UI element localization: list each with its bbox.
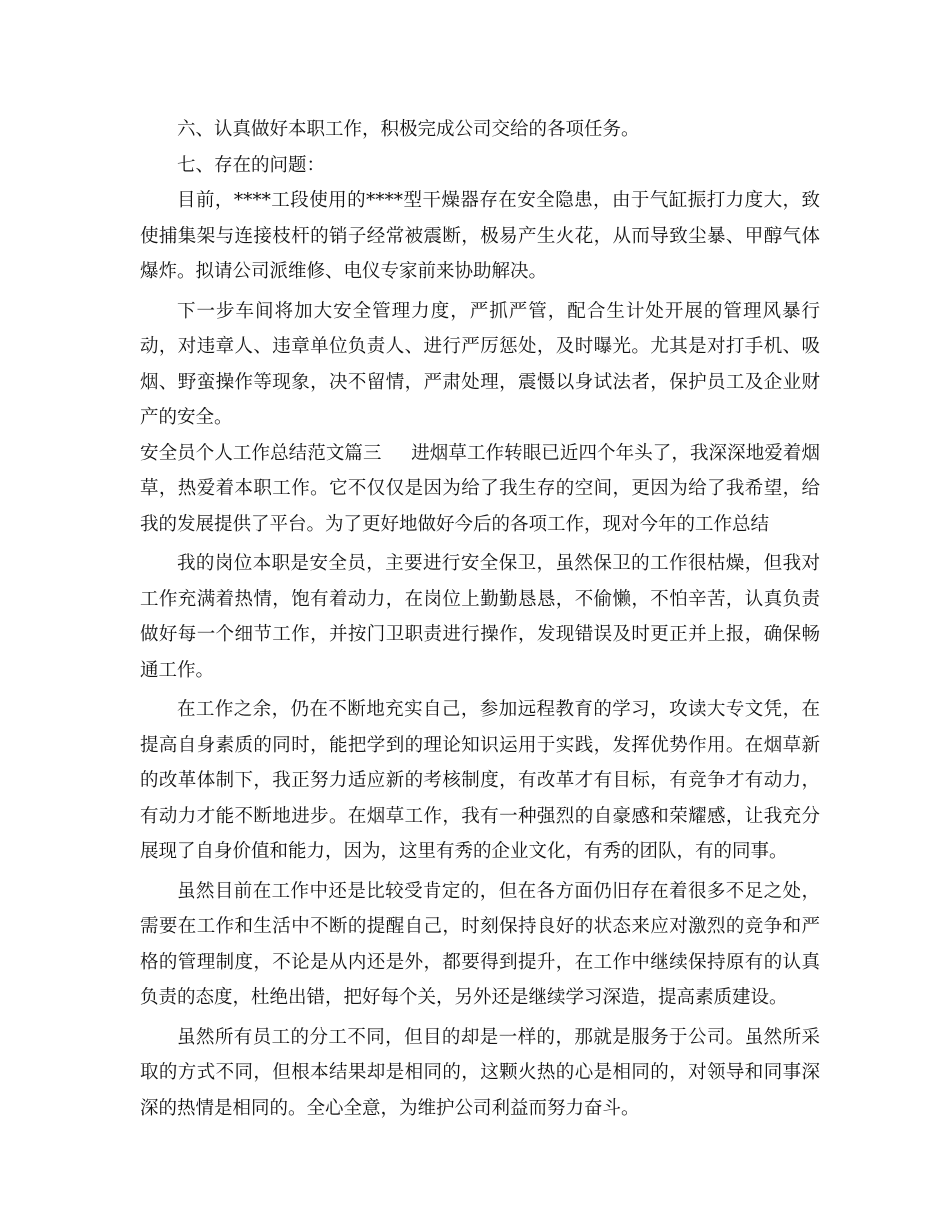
paragraph-conclusion: 虽然所有员工的分工不同，但目的却是一样的，那就是服务于公司。虽然所采取的方式不同，但根本结果却是相同的，这颗火热的心是相同的，对领导和同事深深的热情是相同的。全心全意，为维护公司利益而努力奋斗。 (140, 1026, 820, 1119)
paragraph-shortcomings: 虽然目前在工作中还是比较受肯定的，但在各方面仍旧存在着很多不足之处，需要在工作和生活中不断的提醒自己，时刻保持良好的状态来应对激烈的竞争和严格的管理制度，不论是从内还是外，都要得到提升，在工作中继续保持原有的认真负责的态度，杜绝出错，把好每个关，另外还是继续学习深造，提高素质建设。 (140, 880, 820, 1008)
section-heading: 安全员个人工作总结范文篇三 (140, 442, 382, 464)
paragraph-task: 六、认真做好本职工作，积极完成公司交给的各项任务。 (177, 119, 640, 140)
paragraph-next-steps: 下一步车间将加大安全管理力度，严抓严管，配合生计处开展的管理风暴行动，对违章人、违章单位负责人、进行严厉惩处，及时曝光。尤其是对打手机、吸烟、野蛮操作等现象，决不留情，严肃处理，震慑以身试法者，保护员工及企业财产的安全。 (140, 300, 820, 428)
paragraph-problems: 目前，****工段使用的****型干燥器存在安全隐患，由于气缸振打力度大，致使捕集架与连接枝杆的销子经常被震断，极易产生火花，从而导致尘暴、甲醇气体爆炸。拟请公司派维修、电仪专家前来协助解决。 (140, 190, 820, 282)
section-three (140, 436, 820, 543)
paragraph-duty: 我的岗位本职是安全员，主要进行安全保卫，虽然保卫的工作很枯燥，但我对工作充满着热情，饱有着动力，在岗位上勤勤恳恳，不偷懒，不怕辛苦，认真负责做好每一个细节工作，并按门卫职责进行操作，发现错误及时更正并上报，确保畅通工作。 (140, 553, 820, 681)
section-intro: 进烟草工作转眼已近四个年头了，我深深地爱着烟草，热爱着本职工作。它不仅仅是因为给了我生存的空间，更因为给了我希望，给我的发展提供了平台。为了更好地做好今后的各项工作，现对今年的工作总结 (140, 442, 820, 535)
document-body (140, 112, 820, 1126)
paragraph-problems-heading: 七、存在的问题： (177, 154, 326, 176)
paragraph-study: 在工作之余，仍在不断地充实自己，参加远程教育的学习，攻读大专文凭，在提高自身素质的同时，能把学到的理论知识运用于实践，发挥优势作用。在烟草新的改革体制下，我正努力适应新的考核制度，有改革才有目标，有竞争才有动力，有动力才能不断地进步。在烟草工作，我有一种强烈的自豪感和荣耀感，让我充分展现了自身价值和能力，因为，这里有秀的企业文化，有秀的团队，有的同事。 (140, 699, 820, 862)
